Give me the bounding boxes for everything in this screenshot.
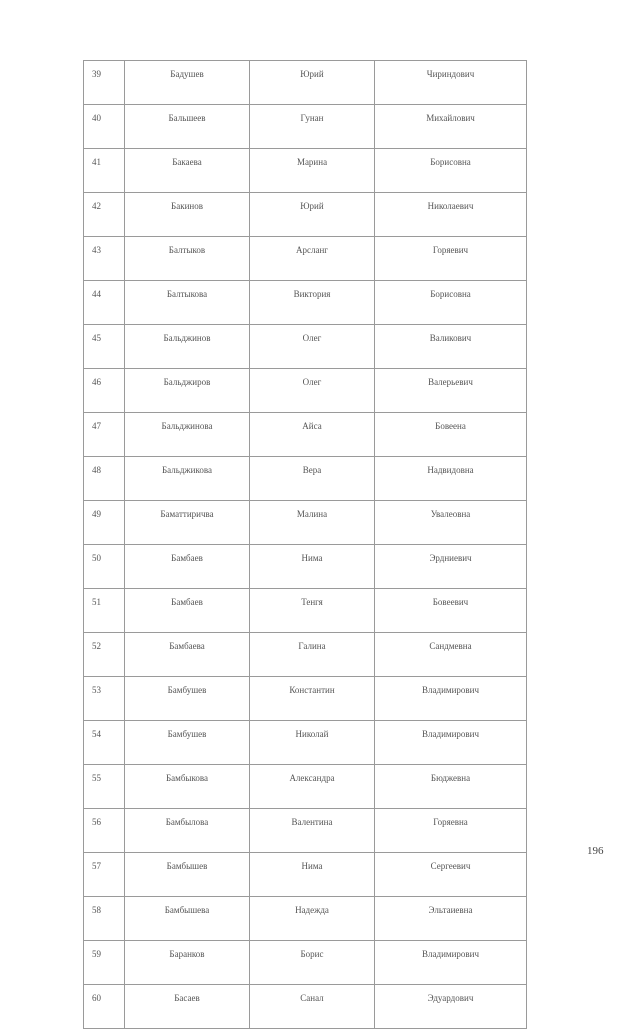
- patronymic-cell: Сандмевна: [375, 633, 527, 677]
- first-name-cell: Нима: [250, 853, 375, 897]
- last-name-cell: Бамбушев: [125, 721, 250, 765]
- table-row: [84, 413, 527, 457]
- page-number: 196: [587, 845, 604, 857]
- patronymic-cell: Михайлович: [375, 105, 527, 149]
- name-registry-table: [83, 60, 527, 1029]
- last-name-cell: Бакинов: [125, 193, 250, 237]
- patronymic-cell: Валерьевич: [375, 369, 527, 413]
- last-name-cell: Бамбаев: [125, 589, 250, 633]
- last-name-cell: Балтыков: [125, 237, 250, 281]
- patronymic-cell: Сергеевич: [375, 853, 527, 897]
- row-number-cell: 46: [84, 369, 125, 413]
- first-name-cell: Александра: [250, 765, 375, 809]
- first-name-cell: Айса: [250, 413, 375, 457]
- table-row: [84, 633, 527, 677]
- row-number-cell: 55: [84, 765, 125, 809]
- table-row: [84, 281, 527, 325]
- last-name-cell: Бакаева: [125, 149, 250, 193]
- first-name-cell: Николай: [250, 721, 375, 765]
- row-number-cell: 47: [84, 413, 125, 457]
- row-number-cell: 56: [84, 809, 125, 853]
- table-row: [84, 941, 527, 985]
- last-name-cell: Бамбаев: [125, 545, 250, 589]
- row-number-cell: 44: [84, 281, 125, 325]
- row-number-cell: 45: [84, 325, 125, 369]
- first-name-cell: Нима: [250, 545, 375, 589]
- row-number-cell: 42: [84, 193, 125, 237]
- first-name-cell: Виктория: [250, 281, 375, 325]
- first-name-cell: Юрий: [250, 193, 375, 237]
- table-row: [84, 677, 527, 721]
- patronymic-cell: Николаевич: [375, 193, 527, 237]
- last-name-cell: Бамбыкова: [125, 765, 250, 809]
- patronymic-cell: Владимирович: [375, 941, 527, 985]
- first-name-cell: Олег: [250, 369, 375, 413]
- last-name-cell: Басаев: [125, 985, 250, 1029]
- last-name-cell: Бальджинов: [125, 325, 250, 369]
- row-number-cell: 59: [84, 941, 125, 985]
- row-number-cell: 52: [84, 633, 125, 677]
- table-row: [84, 325, 527, 369]
- table-row: [84, 765, 527, 809]
- table-row: [84, 897, 527, 941]
- table-body: [84, 61, 527, 1029]
- table-row: [84, 853, 527, 897]
- last-name-cell: Бальшеев: [125, 105, 250, 149]
- row-number-cell: 60: [84, 985, 125, 1029]
- table-row: [84, 501, 527, 545]
- table-row: [84, 237, 527, 281]
- table-row: [84, 457, 527, 501]
- table-row: [84, 61, 527, 105]
- first-name-cell: Марина: [250, 149, 375, 193]
- patronymic-cell: Бовеевич: [375, 589, 527, 633]
- patronymic-cell: Бовеена: [375, 413, 527, 457]
- row-number-cell: 40: [84, 105, 125, 149]
- patronymic-cell: Владимирович: [375, 721, 527, 765]
- first-name-cell: Константин: [250, 677, 375, 721]
- row-number-cell: 49: [84, 501, 125, 545]
- row-number-cell: 41: [84, 149, 125, 193]
- patronymic-cell: Горяевич: [375, 237, 527, 281]
- table-row: [84, 809, 527, 853]
- patronymic-cell: Надвидовна: [375, 457, 527, 501]
- row-number-cell: 57: [84, 853, 125, 897]
- first-name-cell: Галина: [250, 633, 375, 677]
- table-row: [84, 149, 527, 193]
- first-name-cell: Борис: [250, 941, 375, 985]
- patronymic-cell: Владимирович: [375, 677, 527, 721]
- last-name-cell: Бамбылова: [125, 809, 250, 853]
- table-row: [84, 369, 527, 413]
- last-name-cell: Бамбаева: [125, 633, 250, 677]
- last-name-cell: Бамбушев: [125, 677, 250, 721]
- patronymic-cell: Эрдниевич: [375, 545, 527, 589]
- last-name-cell: Бамбышев: [125, 853, 250, 897]
- table-row: [84, 105, 527, 149]
- patronymic-cell: Чириндович: [375, 61, 527, 105]
- row-number-cell: 50: [84, 545, 125, 589]
- row-number-cell: 48: [84, 457, 125, 501]
- first-name-cell: Надежда: [250, 897, 375, 941]
- first-name-cell: Тенгя: [250, 589, 375, 633]
- last-name-cell: Баранков: [125, 941, 250, 985]
- last-name-cell: Балтыкова: [125, 281, 250, 325]
- last-name-cell: Бальджикова: [125, 457, 250, 501]
- row-number-cell: 39: [84, 61, 125, 105]
- row-number-cell: 58: [84, 897, 125, 941]
- row-number-cell: 51: [84, 589, 125, 633]
- table-row: [84, 589, 527, 633]
- row-number-cell: 54: [84, 721, 125, 765]
- row-number-cell: 53: [84, 677, 125, 721]
- patronymic-cell: Эльтаиевна: [375, 897, 527, 941]
- patronymic-cell: Эдуардович: [375, 985, 527, 1029]
- patronymic-cell: Бюджевна: [375, 765, 527, 809]
- first-name-cell: Юрий: [250, 61, 375, 105]
- row-number-cell: 43: [84, 237, 125, 281]
- table-row: [84, 985, 527, 1029]
- last-name-cell: Бальджиров: [125, 369, 250, 413]
- first-name-cell: Гунан: [250, 105, 375, 149]
- patronymic-cell: Горяевна: [375, 809, 527, 853]
- table-row: [84, 545, 527, 589]
- patronymic-cell: Валикович: [375, 325, 527, 369]
- last-name-cell: Баматтиричва: [125, 501, 250, 545]
- last-name-cell: Бадушев: [125, 61, 250, 105]
- first-name-cell: Олег: [250, 325, 375, 369]
- patronymic-cell: Увалеовна: [375, 501, 527, 545]
- first-name-cell: Малина: [250, 501, 375, 545]
- table-row: [84, 721, 527, 765]
- last-name-cell: Бамбышева: [125, 897, 250, 941]
- table-row: [84, 193, 527, 237]
- first-name-cell: Валентина: [250, 809, 375, 853]
- first-name-cell: Вера: [250, 457, 375, 501]
- patronymic-cell: Борисовна: [375, 149, 527, 193]
- first-name-cell: Санал: [250, 985, 375, 1029]
- patronymic-cell: Борисовна: [375, 281, 527, 325]
- last-name-cell: Бальджинова: [125, 413, 250, 457]
- first-name-cell: Арсланг: [250, 237, 375, 281]
